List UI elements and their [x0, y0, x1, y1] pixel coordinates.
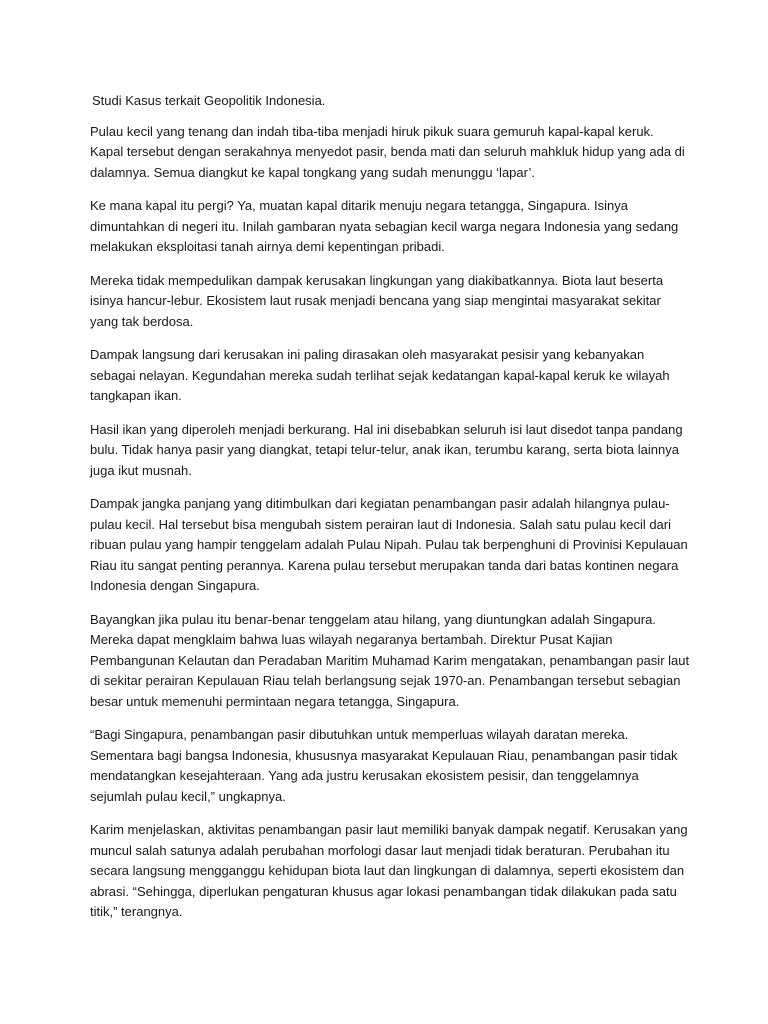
paragraph: Karim menjelaskan, aktivitas penambangan pasir laut memiliki banyak dampak negatif. Kerusakan yang muncul salah satunya adalah perubahan morfologi dasar laut menjadi tidak beraturan. Perubahan itu secara langsung mengganggu kehidupan biota laut dan lingkungan di dalamnya, seperti ekosistem dan abrasi. “Sehingga, diperlukan pengaturan khusus agar lokasi penambangan tidak dilakukan pada satu titik,” terangnya. — [90, 822, 688, 919]
paragraph: Hasil ikan yang diperoleh menjadi berkurang. Hal ini disebabkan seluruh isi laut disedot tanpa pandang bulu. Tidak hanya pasir yang diangkat, tetapi telur-telur, anak ikan, terumbu karang, serta biota lainnya juga ikut musnah. — [90, 421, 683, 478]
paragraph: Bayangkan jika pulau itu benar-benar tenggelam atau hilang, yang diuntungkan adalah Singapura. Mereka dapat mengklaim bahwa luas wilayah negaranya bertambah. Direktur Pusat Kajian Pembangunan Kelautan dan Peradaban Maritim Muhamad Karim mengatakan, penambangan pasir laut di sekitar perairan Kepulauan Riau telah berlangsung sejak 1970-an. Penambangan tersebut sebagian besar untuk memenuhi permintaan negara tetangga, Singapura. — [90, 611, 690, 709]
paragraph: Mereka tidak mempedulikan dampak kerusakan lingkungan yang diakibatkannya. Biota laut beserta isinya hancur-lebur. Ekosistem laut rusak menjadi bencana yang siap mengintai masyarakat sekitar yang tak berdosa. — [90, 272, 664, 329]
document-page — [90, 91, 690, 936]
paragraph: Ke mana kapal itu pergi? Ya, muatan kapal ditarik menuju negara tetangga, Singapura. Isinya dimuntahkan di negeri itu. Inilah gambaran nyata sebagian kecil warga negara Indonesia yang sedang melakukan eksploitasi tanah airnya demi kepentingan pribadi. — [90, 198, 679, 254]
document-title: Studi Kasus terkait Geopolitik Indonesia. — [92, 93, 326, 108]
paragraph: Pulau kecil yang tenang dan indah tiba-tiba menjadi hiruk pikuk suara gemuruh kapal-kapal keruk. Kapal tersebut dengan serakahnya menyedot pasir, benda mati dan seluruh mahkluk hidup yang ada di dalamnya. Semua diangkut ke kapal tongkang yang sudah menunggu ‘lapar’. — [90, 123, 685, 180]
paragraph: Dampak jangka panjang yang ditimbulkan dari kegiatan penambangan pasir adalah hilangnya pulau-pulau kecil. Hal tersebut bisa mengubah sistem perairan laut di Indonesia. Salah satu pulau kecil dari ribuan pulau yang hampir tenggelam adalah Pulau Nipah. Pulau tak berpenghuni di Provinisi Kepulauan Riau itu sangat penting perannya. Karena pulau tersebut merupakan tanda dari batas kontinen negara Indonesia dengan Singapura. — [90, 496, 688, 593]
paragraph: Dampak langsung dari kerusakan ini paling dirasakan oleh masyarakat pesisir yang kebanyakan sebagai nelayan. Kegundahan mereka sudah terlihat sejak kedatangan kapal-kapal keruk ke wilayah tangkapan ikan. — [90, 347, 670, 403]
paragraph: “Bagi Singapura, penambangan pasir dibutuhkan untuk memperluas wilayah daratan mereka. Sementara bagi bangsa Indonesia, khususnya masyarakat Kepulauan Riau, penambangan pasir tidak mendatangkan kesejahteraan. Yang ada justru kerusakan ekosistem pesisir, dan tenggelamnya sejumlah pulau kecil,” ungkapnya. — [90, 727, 678, 804]
